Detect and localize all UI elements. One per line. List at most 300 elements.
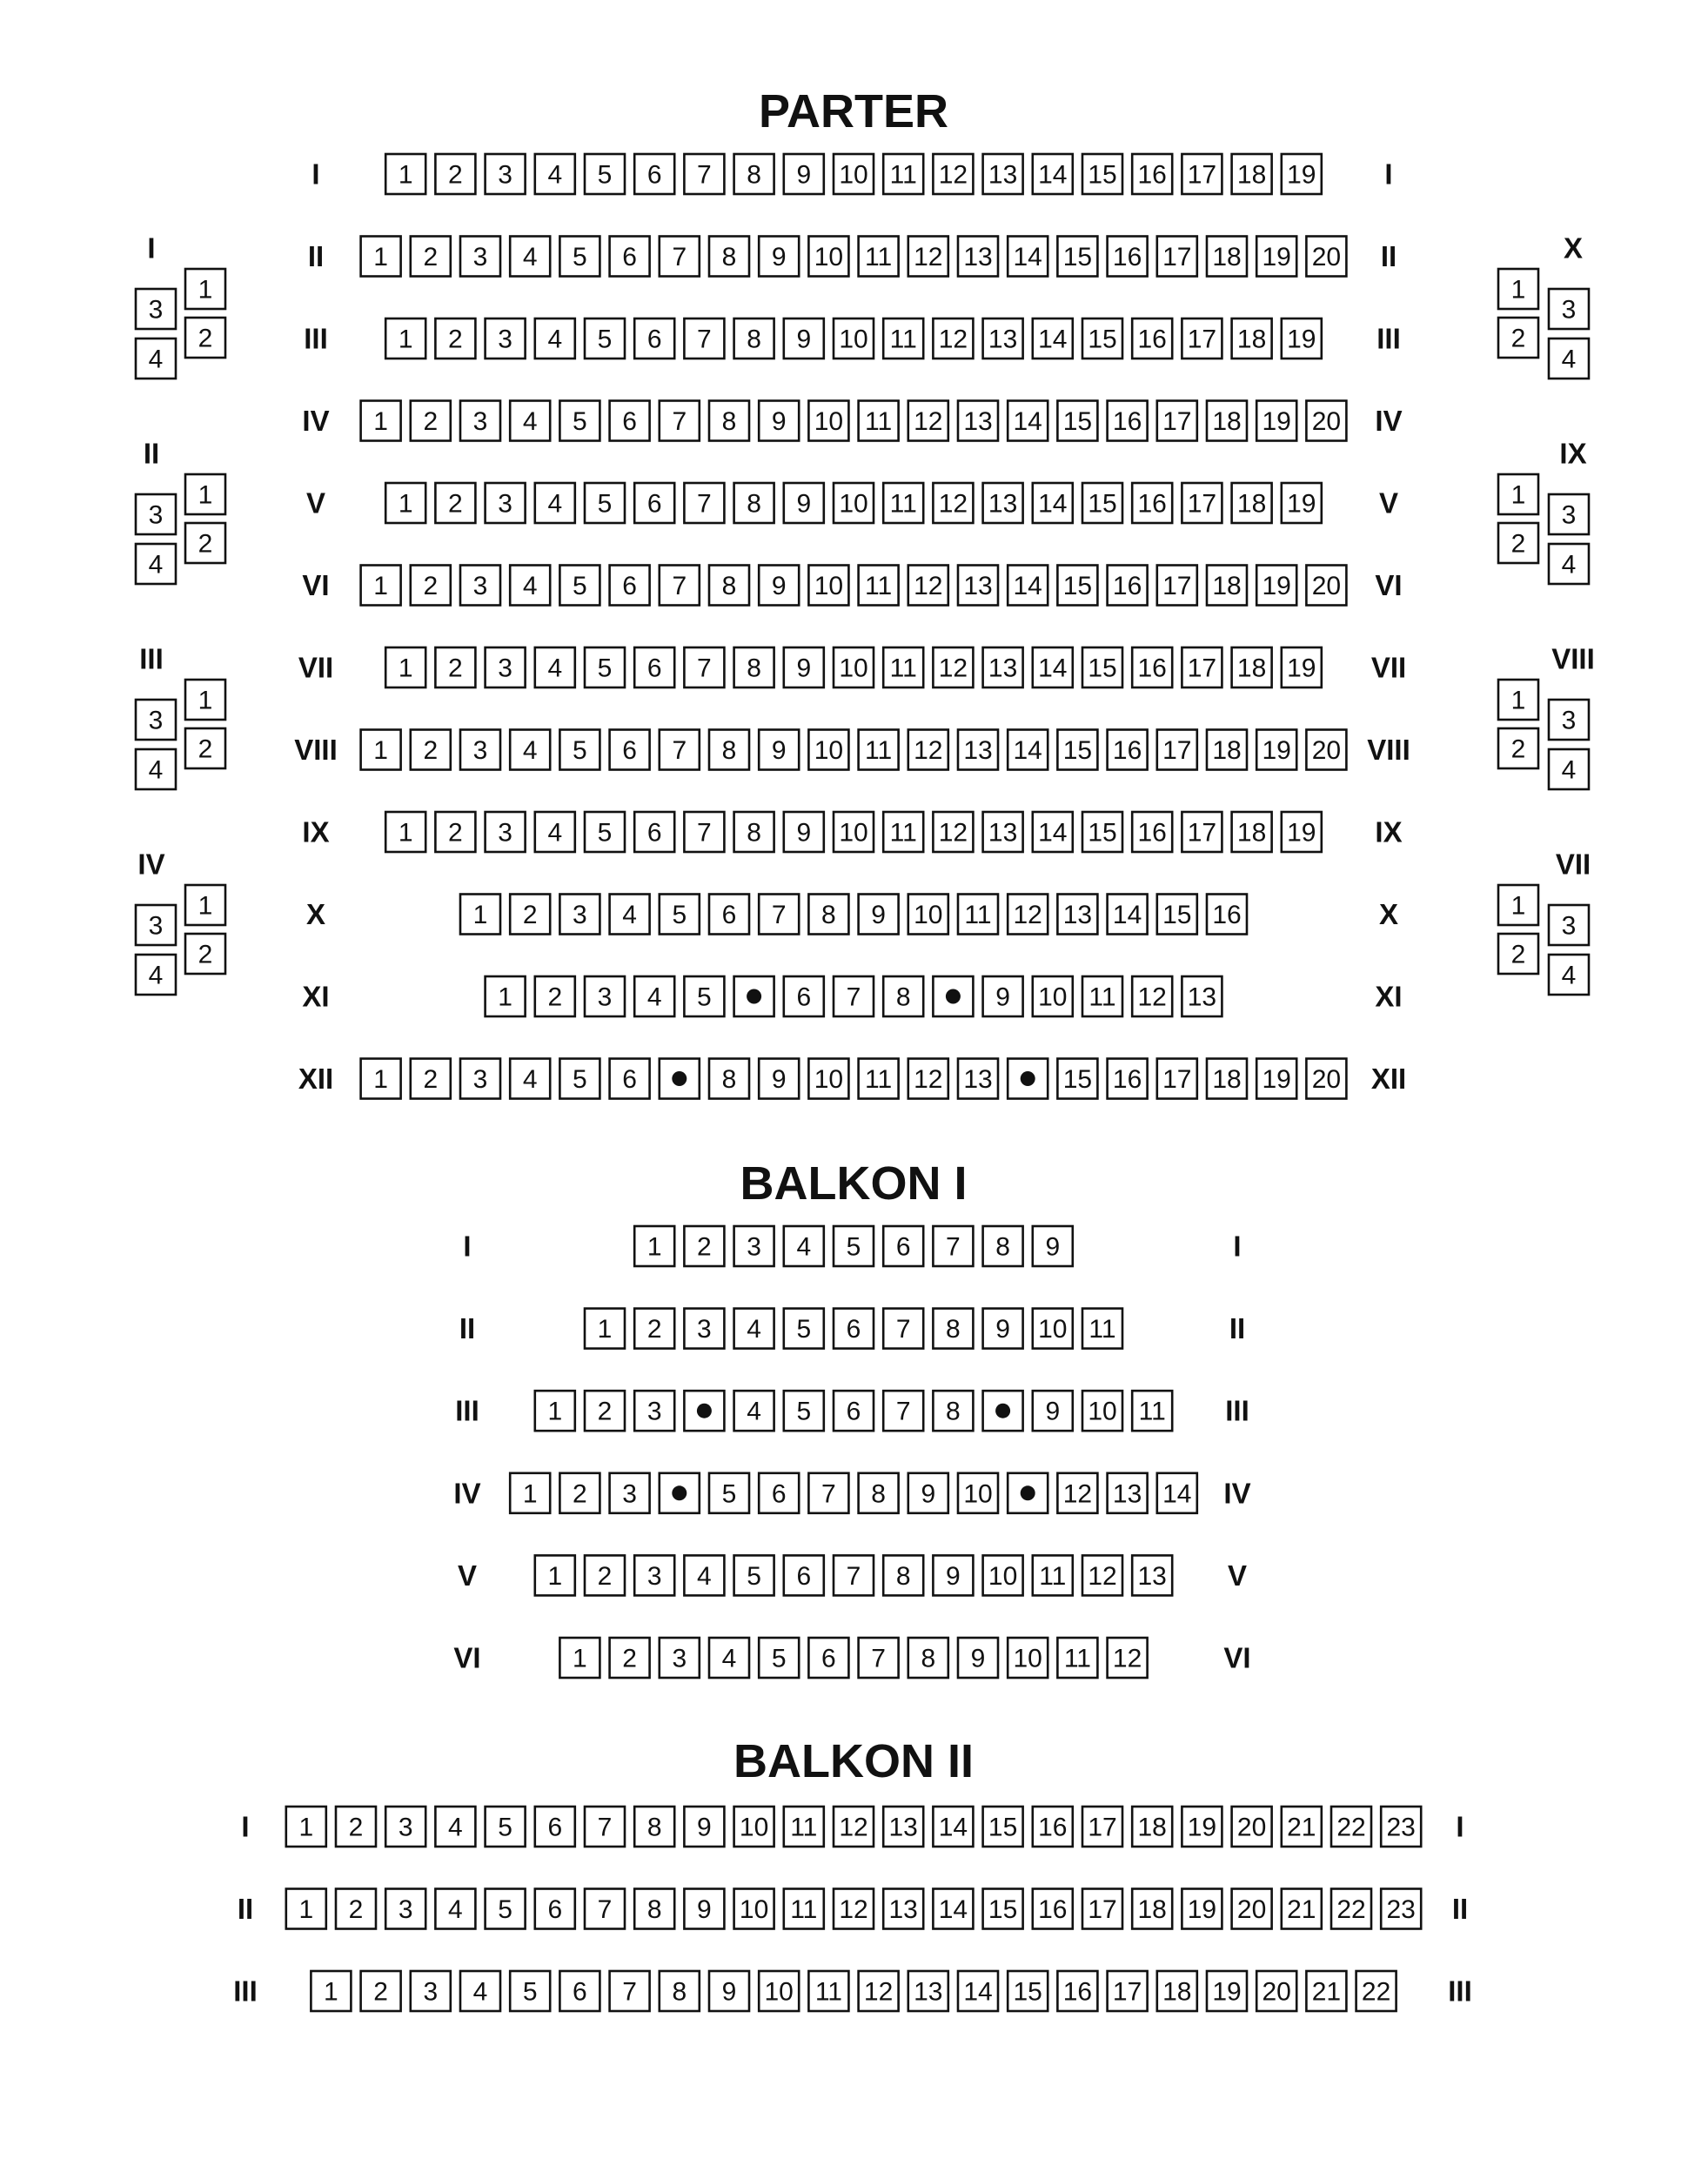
- seat[interactable]: [734, 647, 774, 687]
- seat[interactable]: [585, 1391, 625, 1431]
- seat[interactable]: [1207, 895, 1247, 935]
- seat[interactable]: [1008, 895, 1048, 935]
- blocked-seat[interactable]: [684, 1391, 724, 1431]
- seat[interactable]: [634, 1309, 674, 1349]
- seat[interactable]: [610, 401, 650, 441]
- seat[interactable]: [709, 895, 749, 935]
- blocked-seat[interactable]: [660, 1473, 700, 1513]
- seat[interactable]: [709, 1059, 749, 1099]
- seat[interactable]: [1256, 237, 1296, 277]
- seat[interactable]: [883, 1391, 923, 1431]
- seat[interactable]: [610, 730, 650, 770]
- seat[interactable]: [1306, 1059, 1346, 1099]
- seat[interactable]: [585, 976, 625, 1016]
- seat[interactable]: [1207, 730, 1247, 770]
- seat[interactable]: [486, 812, 526, 852]
- seat[interactable]: [535, 812, 575, 852]
- seat[interactable]: [535, 1889, 575, 1929]
- seat[interactable]: [1157, 566, 1197, 606]
- box-seat[interactable]: [185, 680, 225, 720]
- seat[interactable]: [859, 566, 899, 606]
- seat[interactable]: [908, 401, 948, 441]
- seat[interactable]: [1282, 483, 1322, 523]
- box-seat[interactable]: [1498, 269, 1538, 309]
- seat[interactable]: [610, 566, 650, 606]
- seat[interactable]: [859, 237, 899, 277]
- seat[interactable]: [684, 1309, 724, 1349]
- seat[interactable]: [1082, 1555, 1122, 1595]
- seat[interactable]: [1033, 318, 1073, 359]
- seat[interactable]: [834, 976, 874, 1016]
- seat[interactable]: [435, 483, 475, 523]
- seat[interactable]: [883, 976, 923, 1016]
- seat[interactable]: [634, 1555, 674, 1595]
- seat[interactable]: [1157, 401, 1197, 441]
- seat[interactable]: [610, 237, 650, 277]
- seat[interactable]: [1082, 154, 1122, 194]
- seat[interactable]: [634, 154, 674, 194]
- seat[interactable]: [1008, 1971, 1048, 2011]
- seat[interactable]: [958, 1473, 998, 1513]
- seat[interactable]: [684, 1226, 724, 1266]
- seat[interactable]: [361, 401, 401, 441]
- seat[interactable]: [1232, 483, 1272, 523]
- seat[interactable]: [634, 976, 674, 1016]
- seat[interactable]: [1232, 647, 1272, 687]
- seat[interactable]: [585, 318, 625, 359]
- seat[interactable]: [834, 1889, 874, 1929]
- seat[interactable]: [958, 730, 998, 770]
- seat[interactable]: [535, 154, 575, 194]
- seat[interactable]: [1182, 1889, 1222, 1929]
- seat[interactable]: [1008, 1638, 1048, 1678]
- box-seat[interactable]: [1549, 544, 1589, 584]
- seat[interactable]: [535, 976, 575, 1016]
- seat[interactable]: [908, 566, 948, 606]
- seat[interactable]: [559, 1971, 599, 2011]
- seat[interactable]: [1132, 647, 1172, 687]
- seat[interactable]: [784, 1309, 824, 1349]
- seat[interactable]: [834, 483, 874, 523]
- seat[interactable]: [1331, 1807, 1371, 1847]
- seat[interactable]: [1033, 1807, 1073, 1847]
- seat[interactable]: [610, 1059, 650, 1099]
- seat[interactable]: [1256, 730, 1296, 770]
- seat[interactable]: [784, 1555, 824, 1595]
- seat[interactable]: [1381, 1807, 1421, 1847]
- seat[interactable]: [759, 1059, 799, 1099]
- seat[interactable]: [1132, 1555, 1172, 1595]
- seat[interactable]: [1232, 154, 1272, 194]
- seat[interactable]: [486, 1807, 526, 1847]
- seat[interactable]: [883, 318, 923, 359]
- seat[interactable]: [460, 401, 500, 441]
- seat[interactable]: [1082, 1889, 1122, 1929]
- seat[interactable]: [734, 1226, 774, 1266]
- seat[interactable]: [559, 1638, 599, 1678]
- seat[interactable]: [759, 401, 799, 441]
- seat[interactable]: [958, 1638, 998, 1678]
- seat[interactable]: [908, 237, 948, 277]
- box-seat[interactable]: [185, 728, 225, 768]
- seat[interactable]: [411, 730, 451, 770]
- seat[interactable]: [958, 895, 998, 935]
- seat[interactable]: [559, 730, 599, 770]
- seat[interactable]: [634, 812, 674, 852]
- seat[interactable]: [435, 1889, 475, 1929]
- seat[interactable]: [460, 1059, 500, 1099]
- seat[interactable]: [1207, 401, 1247, 441]
- seat[interactable]: [510, 1971, 550, 2011]
- seat[interactable]: [1132, 318, 1172, 359]
- seat[interactable]: [435, 318, 475, 359]
- box-seat[interactable]: [185, 474, 225, 514]
- seat[interactable]: [834, 1226, 874, 1266]
- seat[interactable]: [1082, 647, 1122, 687]
- seat[interactable]: [808, 401, 848, 441]
- seat[interactable]: [808, 237, 848, 277]
- seat[interactable]: [1108, 1638, 1148, 1678]
- seat[interactable]: [759, 1971, 799, 2011]
- seat[interactable]: [559, 566, 599, 606]
- seat[interactable]: [336, 1807, 376, 1847]
- seat[interactable]: [734, 1309, 774, 1349]
- seat[interactable]: [660, 566, 700, 606]
- seat[interactable]: [883, 1309, 923, 1349]
- seat[interactable]: [1256, 401, 1296, 441]
- seat[interactable]: [784, 483, 824, 523]
- seat[interactable]: [684, 1555, 724, 1595]
- seat[interactable]: [684, 812, 724, 852]
- blocked-seat[interactable]: [983, 1391, 1023, 1431]
- seat[interactable]: [908, 1473, 948, 1513]
- seat[interactable]: [883, 1889, 923, 1929]
- box-seat[interactable]: [136, 749, 176, 789]
- box-seat[interactable]: [1498, 728, 1538, 768]
- seat[interactable]: [1057, 566, 1097, 606]
- seat[interactable]: [808, 1059, 848, 1099]
- seat[interactable]: [411, 566, 451, 606]
- seat[interactable]: [486, 976, 526, 1016]
- box-seat[interactable]: [1498, 934, 1538, 974]
- seat[interactable]: [361, 1971, 401, 2011]
- seat[interactable]: [859, 1971, 899, 2011]
- box-seat[interactable]: [185, 318, 225, 358]
- seat[interactable]: [559, 1059, 599, 1099]
- seat[interactable]: [709, 730, 749, 770]
- seat[interactable]: [336, 1889, 376, 1929]
- box-seat[interactable]: [1549, 749, 1589, 789]
- seat[interactable]: [1306, 566, 1346, 606]
- seat[interactable]: [908, 895, 948, 935]
- seat[interactable]: [486, 647, 526, 687]
- box-seat[interactable]: [1549, 700, 1589, 740]
- seat[interactable]: [385, 318, 425, 359]
- seat[interactable]: [634, 1807, 674, 1847]
- box-seat[interactable]: [1549, 494, 1589, 534]
- seat[interactable]: [734, 1807, 774, 1847]
- seat[interactable]: [933, 647, 973, 687]
- seat[interactable]: [585, 483, 625, 523]
- seat[interactable]: [486, 154, 526, 194]
- seat[interactable]: [808, 566, 848, 606]
- blocked-seat[interactable]: [734, 976, 774, 1016]
- box-seat[interactable]: [1498, 523, 1538, 563]
- seat[interactable]: [1082, 812, 1122, 852]
- seat[interactable]: [684, 318, 724, 359]
- seat[interactable]: [834, 1807, 874, 1847]
- seat[interactable]: [559, 237, 599, 277]
- seat[interactable]: [1033, 812, 1073, 852]
- seat[interactable]: [660, 237, 700, 277]
- blocked-seat[interactable]: [1008, 1059, 1048, 1099]
- seat[interactable]: [585, 1807, 625, 1847]
- blocked-seat[interactable]: [660, 1059, 700, 1099]
- seat[interactable]: [510, 895, 550, 935]
- seat[interactable]: [1207, 1059, 1247, 1099]
- seat[interactable]: [361, 1059, 401, 1099]
- seat[interactable]: [535, 318, 575, 359]
- blocked-seat[interactable]: [933, 976, 973, 1016]
- seat[interactable]: [1306, 237, 1346, 277]
- seat[interactable]: [311, 1971, 351, 2011]
- seat[interactable]: [983, 1555, 1023, 1595]
- seat[interactable]: [834, 1555, 874, 1595]
- seat[interactable]: [1282, 1889, 1322, 1929]
- seat[interactable]: [933, 483, 973, 523]
- seat[interactable]: [460, 566, 500, 606]
- seat[interactable]: [1356, 1971, 1397, 2011]
- seat[interactable]: [385, 812, 425, 852]
- seat[interactable]: [510, 566, 550, 606]
- seat[interactable]: [883, 1555, 923, 1595]
- seat[interactable]: [784, 1226, 824, 1266]
- seat[interactable]: [585, 647, 625, 687]
- seat[interactable]: [1182, 483, 1222, 523]
- seat[interactable]: [1033, 483, 1073, 523]
- seat[interactable]: [411, 237, 451, 277]
- seat[interactable]: [834, 647, 874, 687]
- seat[interactable]: [1207, 566, 1247, 606]
- seat[interactable]: [1008, 401, 1048, 441]
- seat[interactable]: [559, 1473, 599, 1513]
- seat[interactable]: [933, 1889, 973, 1929]
- seat[interactable]: [1157, 895, 1197, 935]
- seat[interactable]: [859, 1638, 899, 1678]
- seat[interactable]: [1282, 1807, 1322, 1847]
- seat[interactable]: [958, 1971, 998, 2011]
- seat[interactable]: [983, 1226, 1023, 1266]
- seat[interactable]: [1108, 895, 1148, 935]
- seat[interactable]: [883, 647, 923, 687]
- seat[interactable]: [634, 1889, 674, 1929]
- seat[interactable]: [784, 812, 824, 852]
- seat[interactable]: [808, 895, 848, 935]
- seat[interactable]: [859, 1473, 899, 1513]
- seat[interactable]: [1157, 1473, 1197, 1513]
- seat[interactable]: [1282, 318, 1322, 359]
- seat[interactable]: [684, 976, 724, 1016]
- seat[interactable]: [834, 1391, 874, 1431]
- seat[interactable]: [1082, 1309, 1122, 1349]
- seat[interactable]: [759, 566, 799, 606]
- seat[interactable]: [834, 318, 874, 359]
- seat[interactable]: [1157, 1059, 1197, 1099]
- seat[interactable]: [958, 237, 998, 277]
- seat[interactable]: [908, 730, 948, 770]
- seat[interactable]: [510, 237, 550, 277]
- seat[interactable]: [859, 1059, 899, 1099]
- seat[interactable]: [684, 483, 724, 523]
- seat[interactable]: [1182, 1807, 1222, 1847]
- seat[interactable]: [510, 1473, 550, 1513]
- seat[interactable]: [1232, 1889, 1272, 1929]
- seat[interactable]: [435, 647, 475, 687]
- seat[interactable]: [486, 318, 526, 359]
- seat[interactable]: [933, 1555, 973, 1595]
- seat[interactable]: [1306, 401, 1346, 441]
- seat[interactable]: [660, 1638, 700, 1678]
- seat[interactable]: [1108, 1971, 1148, 2011]
- seat[interactable]: [1082, 1807, 1122, 1847]
- box-seat[interactable]: [185, 269, 225, 309]
- seat[interactable]: [535, 1807, 575, 1847]
- seat[interactable]: [1082, 318, 1122, 359]
- seat[interactable]: [834, 154, 874, 194]
- seat[interactable]: [1033, 1226, 1073, 1266]
- seat[interactable]: [1108, 1059, 1148, 1099]
- seat[interactable]: [834, 812, 874, 852]
- seat[interactable]: [1082, 976, 1122, 1016]
- seat[interactable]: [634, 318, 674, 359]
- seat[interactable]: [435, 154, 475, 194]
- box-seat[interactable]: [136, 544, 176, 584]
- seat[interactable]: [585, 1889, 625, 1929]
- blocked-seat[interactable]: [1008, 1473, 1048, 1513]
- seat[interactable]: [1132, 812, 1172, 852]
- seat[interactable]: [585, 812, 625, 852]
- seat[interactable]: [759, 1638, 799, 1678]
- seat[interactable]: [660, 895, 700, 935]
- seat[interactable]: [933, 1391, 973, 1431]
- seat[interactable]: [1057, 1473, 1097, 1513]
- seat[interactable]: [983, 483, 1023, 523]
- seat[interactable]: [460, 1971, 500, 2011]
- seat[interactable]: [660, 730, 700, 770]
- seat[interactable]: [1207, 237, 1247, 277]
- seat[interactable]: [734, 812, 774, 852]
- seat[interactable]: [286, 1889, 326, 1929]
- box-seat[interactable]: [185, 885, 225, 925]
- seat[interactable]: [1057, 895, 1097, 935]
- seat[interactable]: [1057, 237, 1097, 277]
- seat[interactable]: [1232, 1807, 1272, 1847]
- seat[interactable]: [1132, 154, 1172, 194]
- seat[interactable]: [1256, 1059, 1296, 1099]
- seat[interactable]: [1282, 647, 1322, 687]
- seat[interactable]: [709, 237, 749, 277]
- seat[interactable]: [1157, 730, 1197, 770]
- seat[interactable]: [1008, 730, 1048, 770]
- seat[interactable]: [1033, 154, 1073, 194]
- seat[interactable]: [385, 154, 425, 194]
- seat[interactable]: [883, 1226, 923, 1266]
- seat[interactable]: [784, 154, 824, 194]
- seat[interactable]: [983, 976, 1023, 1016]
- seat[interactable]: [983, 647, 1023, 687]
- seat[interactable]: [734, 1889, 774, 1929]
- seat[interactable]: [1008, 237, 1048, 277]
- seat[interactable]: [361, 566, 401, 606]
- seat[interactable]: [1108, 401, 1148, 441]
- seat[interactable]: [1108, 1473, 1148, 1513]
- seat[interactable]: [435, 1807, 475, 1847]
- seat[interactable]: [983, 154, 1023, 194]
- seat[interactable]: [1182, 812, 1222, 852]
- seat[interactable]: [908, 1971, 948, 2011]
- seat[interactable]: [559, 401, 599, 441]
- seat[interactable]: [1033, 1309, 1073, 1349]
- seat[interactable]: [1008, 566, 1048, 606]
- seat[interactable]: [684, 1889, 724, 1929]
- seat[interactable]: [486, 1889, 526, 1929]
- seat[interactable]: [610, 895, 650, 935]
- seat[interactable]: [958, 1059, 998, 1099]
- box-seat[interactable]: [185, 523, 225, 563]
- seat[interactable]: [883, 812, 923, 852]
- box-seat[interactable]: [185, 934, 225, 974]
- seat[interactable]: [1082, 1391, 1122, 1431]
- seat[interactable]: [709, 1971, 749, 2011]
- seat[interactable]: [908, 1059, 948, 1099]
- seat[interactable]: [958, 401, 998, 441]
- box-seat[interactable]: [1549, 905, 1589, 945]
- seat[interactable]: [460, 237, 500, 277]
- seat[interactable]: [1132, 1889, 1172, 1929]
- box-seat[interactable]: [136, 289, 176, 329]
- box-seat[interactable]: [1498, 680, 1538, 720]
- seat[interactable]: [1182, 647, 1222, 687]
- seat[interactable]: [1057, 1638, 1097, 1678]
- seat[interactable]: [559, 895, 599, 935]
- box-seat[interactable]: [136, 494, 176, 534]
- seat[interactable]: [610, 1971, 650, 2011]
- seat[interactable]: [933, 812, 973, 852]
- seat[interactable]: [361, 237, 401, 277]
- seat[interactable]: [734, 318, 774, 359]
- seat[interactable]: [610, 1473, 650, 1513]
- box-seat[interactable]: [1549, 339, 1589, 379]
- seat[interactable]: [585, 1309, 625, 1349]
- seat[interactable]: [734, 1555, 774, 1595]
- seat[interactable]: [1282, 812, 1322, 852]
- seat[interactable]: [1306, 730, 1346, 770]
- seat[interactable]: [1033, 1889, 1073, 1929]
- seat[interactable]: [460, 895, 500, 935]
- seat[interactable]: [460, 730, 500, 770]
- seat[interactable]: [883, 483, 923, 523]
- seat[interactable]: [634, 647, 674, 687]
- seat[interactable]: [411, 401, 451, 441]
- seat[interactable]: [933, 1226, 973, 1266]
- seat[interactable]: [759, 895, 799, 935]
- seat[interactable]: [684, 647, 724, 687]
- seat[interactable]: [709, 1473, 749, 1513]
- seat[interactable]: [634, 1391, 674, 1431]
- seat[interactable]: [983, 1807, 1023, 1847]
- seat[interactable]: [834, 1309, 874, 1349]
- seat[interactable]: [1033, 976, 1073, 1016]
